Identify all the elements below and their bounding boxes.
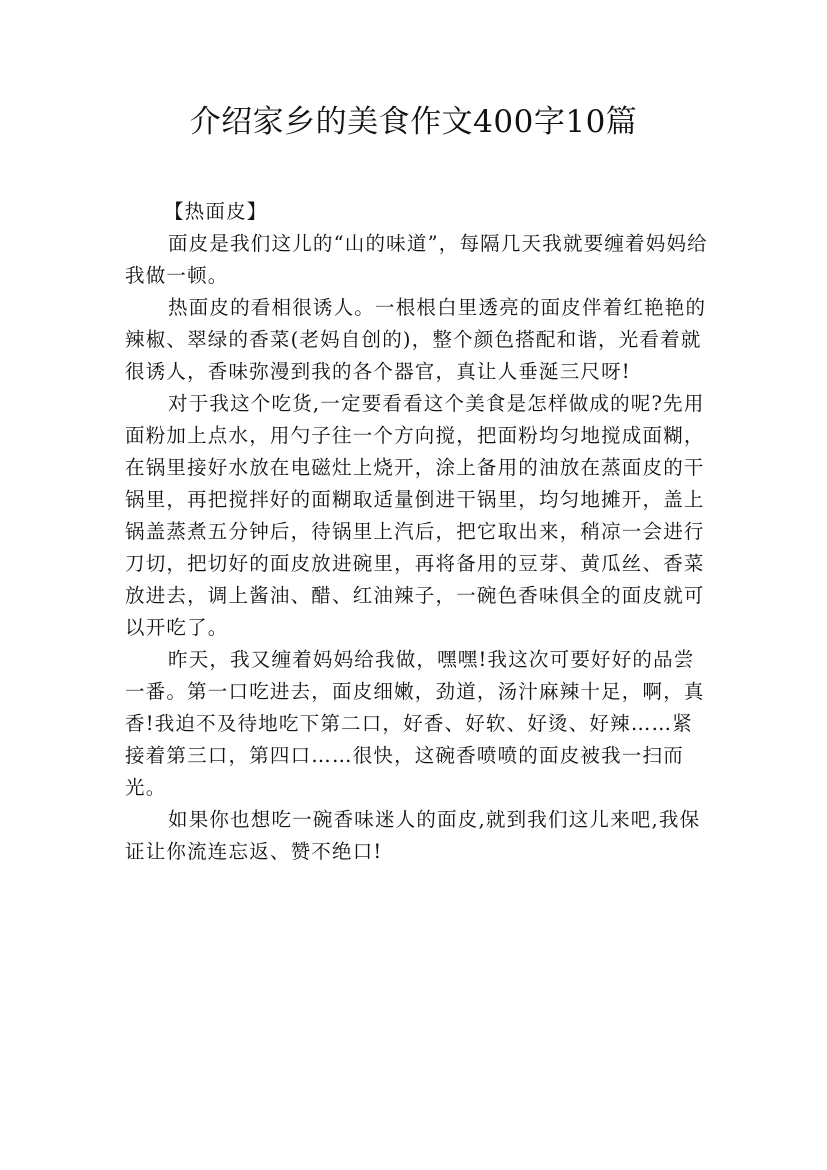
document-body <box>125 196 711 868</box>
paragraph-3: 对于我这个吃货,一定要看看这个美食是怎样做成的呢?先用面粉加上点水，用勺子往一个方向搅，把面粉均匀地搅成面糊，在锅里接好水放在电磁灶上烧开，涂上备用的油放在蒸面皮的干锅里，再把搅拌好的面糊取适量倒进干锅里，均匀地摊开，盖上锅盖蒸煮五分钟后，待锅里上汽后，把它取出来，稍凉一会进行刀切，把切好的面皮放进碗里，再将备用的豆芽、黄瓜丝、香菜放进去，调上酱油、醋、红油辣子，一碗色香味俱全的面皮就可以开吃了。 <box>125 392 705 639</box>
paragraph-1: 面皮是我们这儿的“山的味道”，每隔几天我就要缠着妈妈给我做一顿。 <box>125 232 708 287</box>
paragraph-2: 热面皮的看相很诱人。一根根白里透亮的面皮伴着红艳艳的辣椒、翠绿的香菜(老妈自创的)，整个颜色搭配和谐，光看着就很诱人，香味弥漫到我的各个器官，真让人垂涎三尺呀! <box>125 296 707 383</box>
paragraph-4: 昨天，我又缠着妈妈给我做，嘿嘿!我这次可要好好的品尝一番。第一口吃进去，面皮细嫩，劲道，汤汁麻辣十足，啊，真香!我迫不及待地吃下第二口，好香、好软、好烫、好辣……紧接着第三口，第四口……很快，这碗香喷喷的面皮被我一扫而光。 <box>125 648 705 799</box>
section-heading: 【热面皮】 <box>164 200 268 223</box>
document-title: 介绍家乡的美食作文400字10篇 <box>189 104 638 140</box>
paragraph-5: 如果你也想吃一碗香味迷人的面皮,就到我们这儿来吧,我保证让你流连忘返、赞不绝口! <box>125 808 701 863</box>
